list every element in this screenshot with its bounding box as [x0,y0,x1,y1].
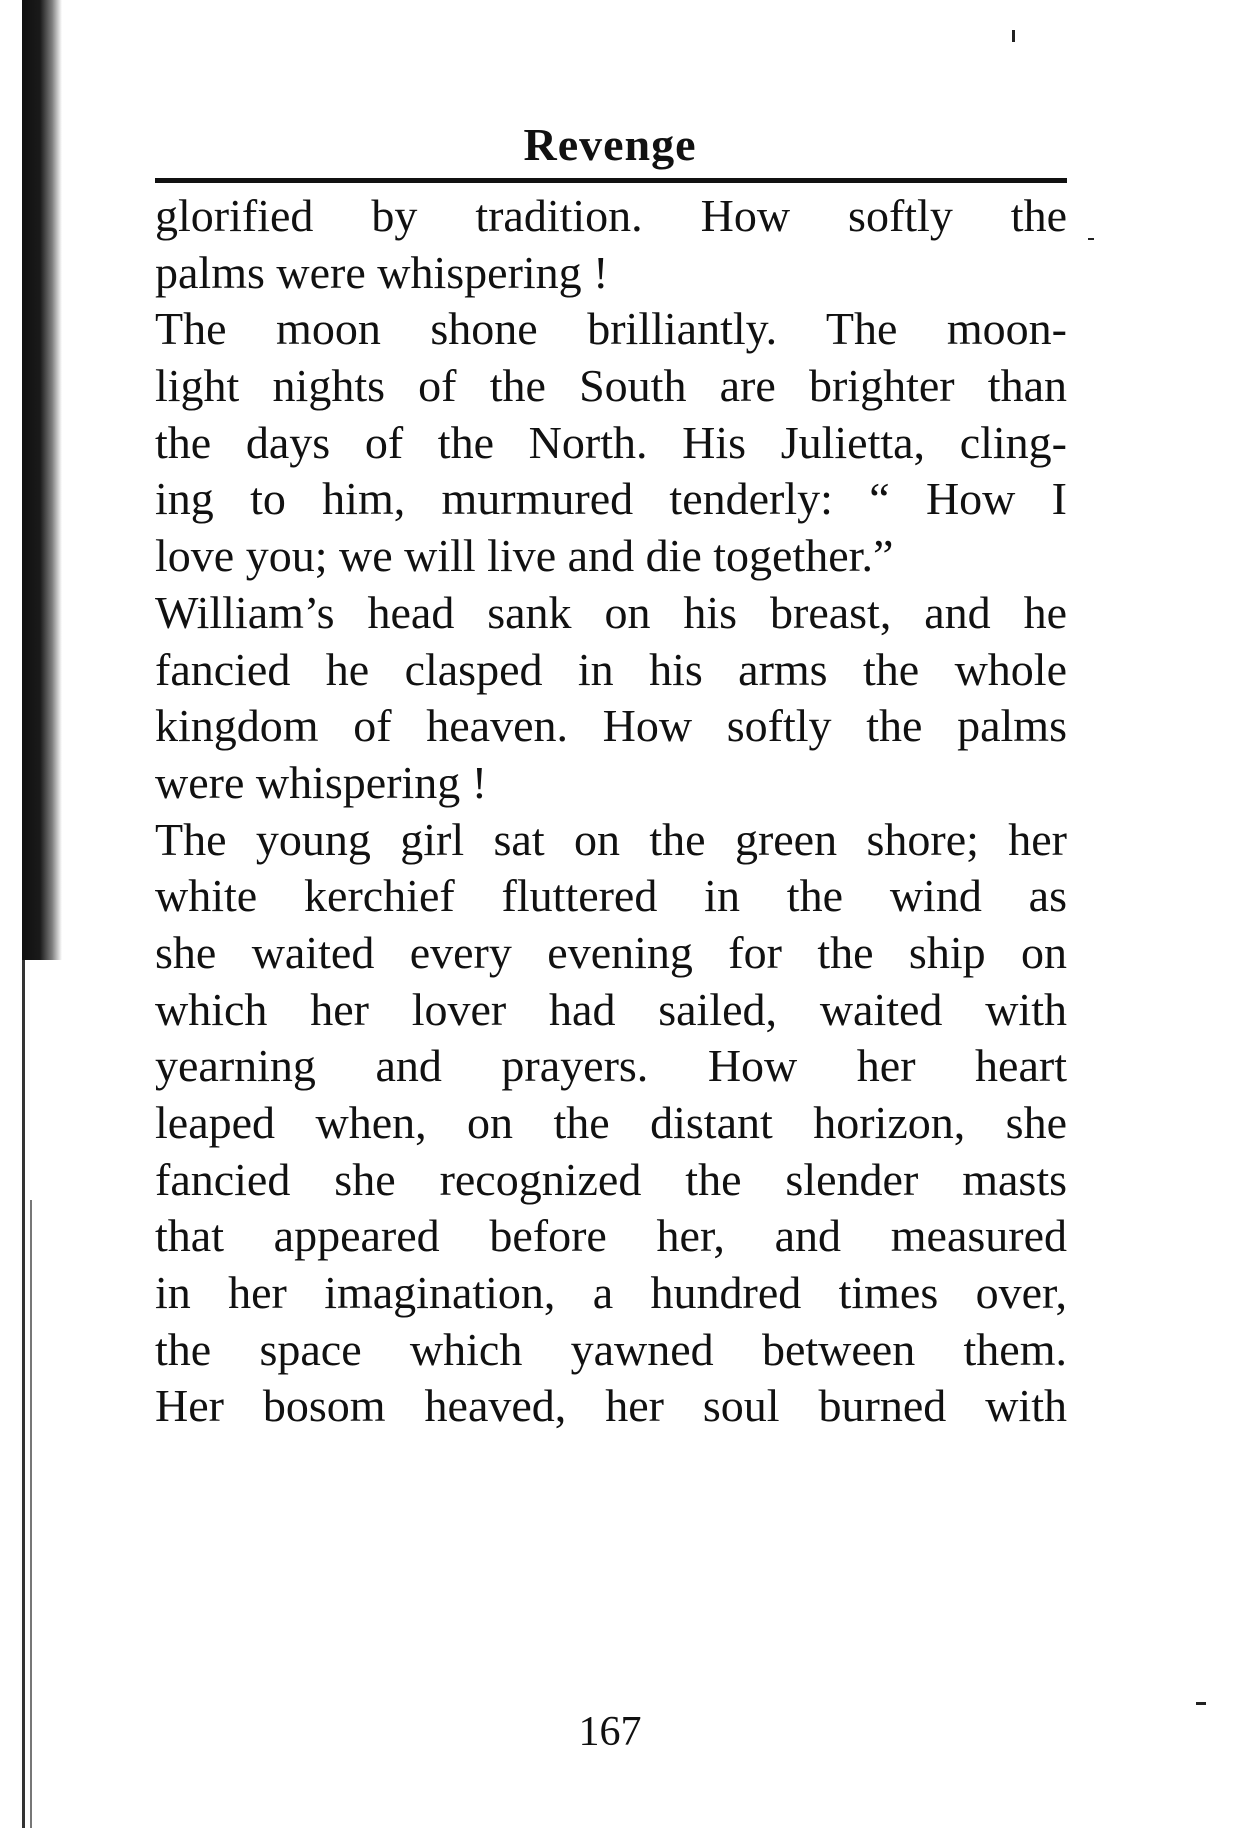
text-line: palms were whispering ! [155,246,609,298]
running-head: Revenge [523,119,697,170]
text-line: love you; we will live and die together.” [155,530,894,582]
scan-speck [1012,30,1015,42]
text-line: kingdom of heaven. How softly the palms [155,700,1067,752]
text-line: yearning and prayers. How her heart [155,1040,1067,1092]
text-line: leaped when, on the distant horizon, she [155,1097,1067,1148]
text-line: light nights of the South are brighter than [155,360,1067,412]
text-line: fancied she recognized the slender masts [155,1153,1067,1205]
text-line: white kerchief fluttered in the wind as [155,870,1067,922]
scan-binding-shadow [22,0,62,960]
text-line: glorified by tradition. How softly the [155,190,1067,241]
text-line: fancied he clasped in his arms the whole [155,643,1067,695]
text-line: that appeared before her, and measured [155,1210,1067,1262]
text-line: William’s head sank on his breast, and he [155,586,1067,638]
text-line: the space which yawned between them. [155,1323,1067,1375]
text-line: in her imagination, a hundred times over, [155,1267,1067,1319]
text-line: she waited every evening for the ship on [155,926,1067,978]
scan-edge-line-faint [30,1200,32,1828]
body-text [155,188,1067,1435]
text-line: the days of the North. His Julietta, cling- [155,416,1067,468]
scan-edge-line [22,960,25,1828]
text-line: The young girl sat on the green shore; her [155,813,1067,865]
scan-speck [1196,1702,1206,1705]
scan-speck [1088,238,1094,240]
text-line: The moon shone brilliantly. The moon- [155,303,1067,355]
text-line: Her bosom heaved, her soul burned with [155,1380,1067,1432]
text-line: which her lover had sailed, waited with [155,983,1067,1035]
text-line: ing to him, murmured tenderly: “ How I [155,473,1067,525]
header-rule [155,178,1067,183]
page-number: 167 [578,1709,642,1755]
text-line: were whispering ! [155,756,488,808]
